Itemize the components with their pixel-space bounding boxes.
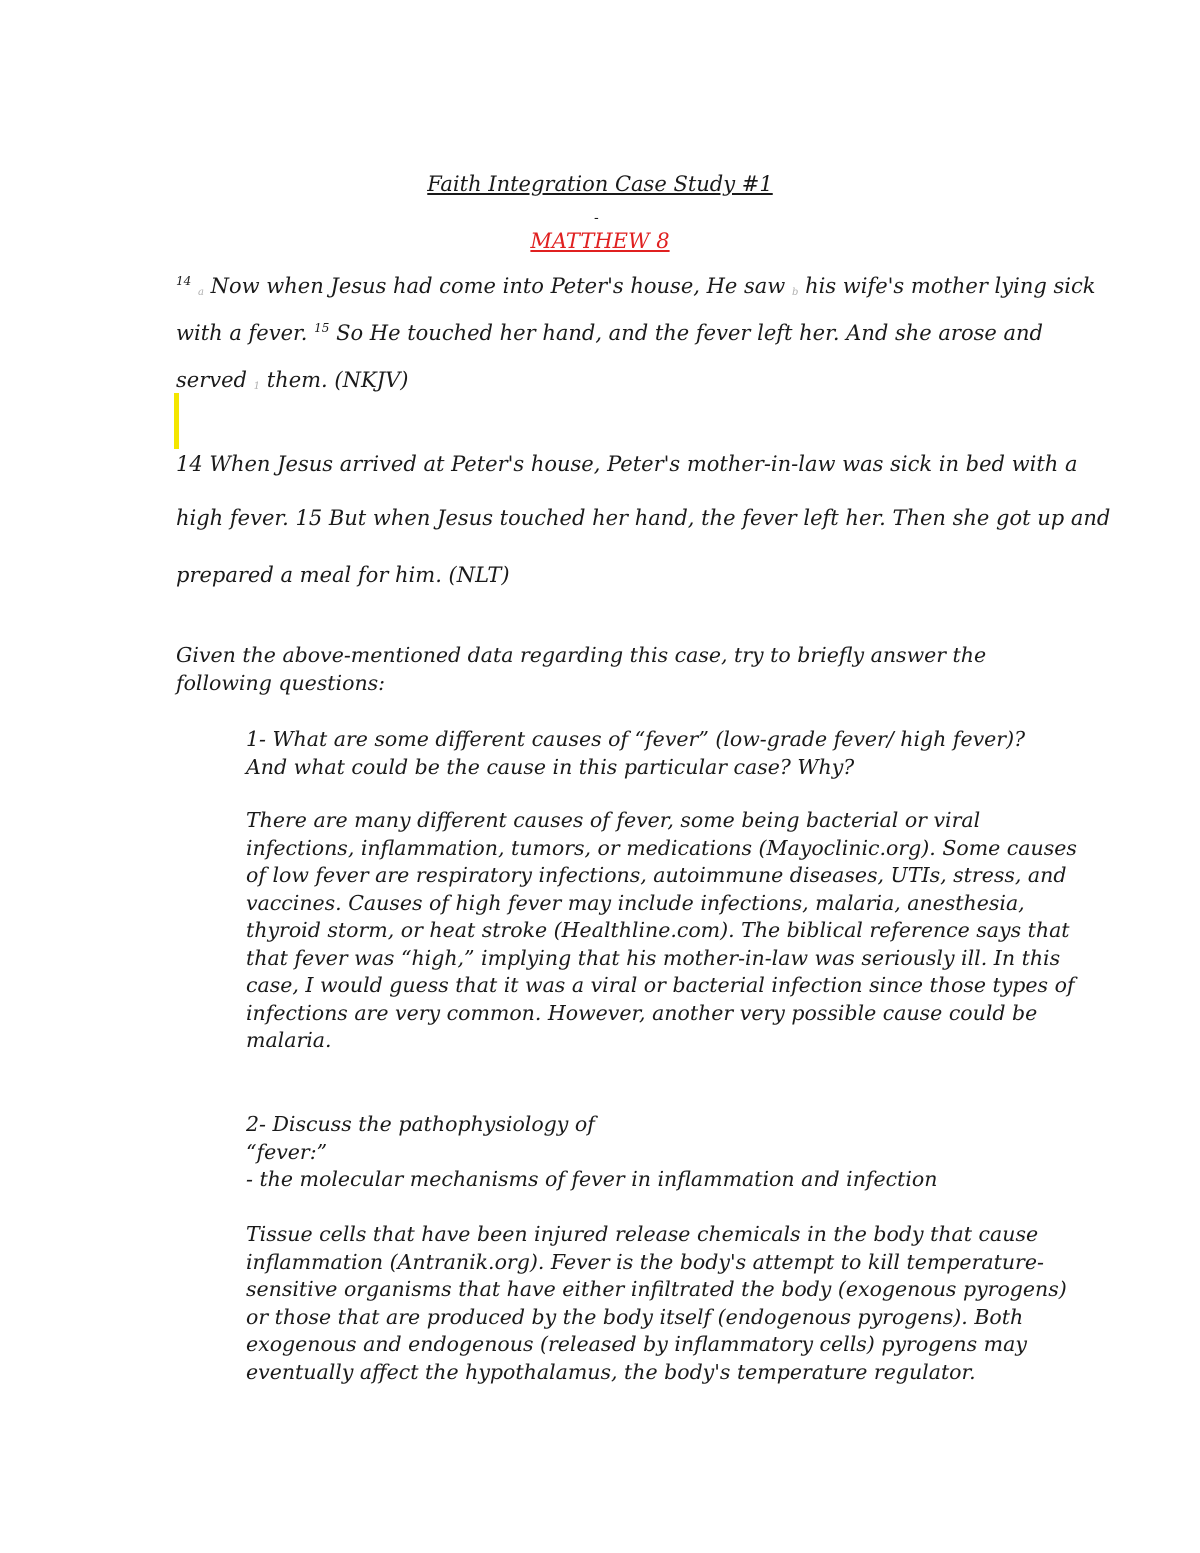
answer-line: thyroid storm, or heat stroke (Healthline.com). The biblical reference says that xyxy=(246,918,1070,942)
answer-2 xyxy=(246,1221,1067,1386)
nlt-line-1: 14 When Jesus arrived at Peter's house, Peter's mother-in-law was sick in bed with a xyxy=(176,452,1078,476)
question-line: And what could be the cause in this particular case? Why? xyxy=(246,754,855,779)
answer-1 xyxy=(246,807,1077,1055)
footnote-marker-a: a xyxy=(197,287,204,298)
footnote-marker-b: b xyxy=(791,287,799,298)
answer-line: of low fever are respiratory infections, autoimmune diseases, UTIs, stress, and xyxy=(246,863,1067,887)
answer-line: inflammation (Antranik.org). Fever is the body's attempt to kill temperature- xyxy=(246,1249,1044,1274)
question-line: 2- Discuss the pathophysiology of xyxy=(246,1112,595,1136)
answer-line: or those that are produced by the body itself (endogenous pyrogens). Both xyxy=(246,1304,1024,1329)
scripture-reference: MATTHEW 8 xyxy=(530,229,670,253)
answer-line: that fever was “high,” implying that his mother-in-law was seriously ill. In this xyxy=(246,945,1061,970)
nkjv-text-2b: So He touched her hand, and the fever left her. And she arose and xyxy=(336,321,1043,345)
answer-line: malaria. xyxy=(246,1028,332,1052)
answer-line: vaccines. Causes of high fever may include infections, malaria, anesthesia, xyxy=(246,890,1025,915)
nkjv-line-3 xyxy=(176,368,408,392)
answer-line: exogenous and endogenous (released by inflammatory cells) pyrogens may xyxy=(246,1332,1027,1356)
document-title: Faith Integration Case Study #1 xyxy=(427,172,773,196)
answer-line: case, I would guess that it was a viral or bacterial infection since those types of xyxy=(246,973,1075,997)
verse-number-14: 14 xyxy=(176,274,192,288)
question-2 xyxy=(246,1111,937,1194)
verse-number-15: 15 xyxy=(314,321,330,335)
question-1 xyxy=(246,726,1025,781)
question-line: 1- What are some different causes of “fever” (low-grade fever/ high fever)? xyxy=(246,727,1026,751)
question-line: - the molecular mechanisms of fever in inflammation and infection xyxy=(246,1167,938,1191)
answer-line: sensitive organisms that have either infiltrated the body (exogenous pyrogens) xyxy=(246,1277,1067,1301)
intro-line: Given the above-mentioned data regarding this case, try to briefly answer the xyxy=(176,643,987,667)
answer-line: infections, inflammation, tumors, or medications (Mayoclinic.org). Some causes xyxy=(246,835,1077,860)
intro-line: following questions: xyxy=(176,670,386,695)
nlt-line-2: high fever. 15 But when Jesus touched her hand, the fever left her. Then she got up and xyxy=(176,506,1111,530)
answer-line: eventually affect the hypothalamus, the body's temperature regulator. xyxy=(246,1359,976,1384)
nkjv-text-3b: them. (NKJV) xyxy=(266,368,409,392)
answer-line: Tissue cells that have been injured release chemicals in the body that cause xyxy=(246,1222,1039,1246)
text-cursor-highlight xyxy=(174,393,179,449)
intro-paragraph xyxy=(176,642,986,697)
nkjv-text-3a: served xyxy=(176,368,247,392)
question-line: “fever:” xyxy=(246,1139,328,1164)
nkjv-text-1b: his wife's mother lying sick xyxy=(805,274,1096,298)
answer-line: infections are very common. However, another very possible cause could be xyxy=(246,1000,1038,1025)
nkjv-line-1 xyxy=(176,274,1095,298)
nkjv-line-2 xyxy=(176,321,1043,345)
title-separator: - xyxy=(594,210,599,226)
answer-line: There are many different causes of fever, some being bacterial or viral xyxy=(246,808,981,832)
nkjv-text-1a: Now when Jesus had come into Peter's house, He saw xyxy=(210,274,786,298)
nlt-line-3: prepared a meal for him. (NLT) xyxy=(176,563,510,587)
footnote-marker-1: 1 xyxy=(253,381,261,392)
nkjv-text-2a: with a fever. xyxy=(176,321,308,345)
